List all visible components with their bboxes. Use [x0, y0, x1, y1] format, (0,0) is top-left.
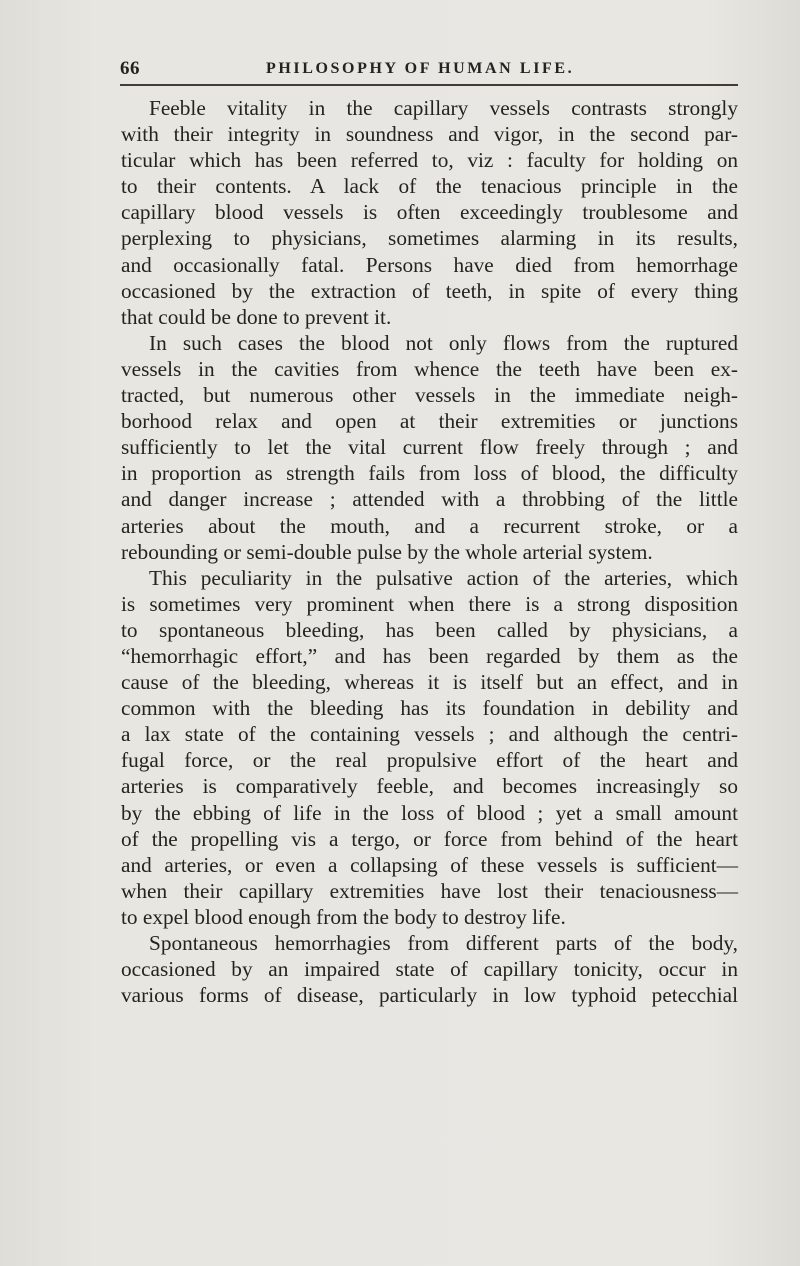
- text-line: vessels in the cavities from whence the teeth have been ex-: [121, 356, 738, 381]
- text-line: borhood relax and open at their extremities or junctions: [121, 409, 738, 434]
- text-line: capillary blood vessels is often exceedingly troublesome and: [121, 200, 738, 225]
- text-line: by the ebbing of life in the loss of blood ; yet a small amount: [121, 800, 738, 825]
- text-line: tracted, but numerous other vessels in the immediate neigh-: [121, 383, 738, 408]
- text-line: and arteries, or even a collapsing of these vessels is sufficient—: [121, 852, 738, 877]
- text-line: In such cases the blood not only flows from the ruptured: [149, 330, 738, 355]
- text-line: arteries is comparatively feeble, and becomes increasingly so: [121, 774, 738, 799]
- text-line: various forms of disease, particularly in low typhoid petecchial: [121, 983, 738, 1008]
- text-line: rebounding or semi-double pulse by the whole arterial system.: [121, 539, 653, 564]
- text-line: to their contents. A lack of the tenacious principle in the: [121, 174, 738, 199]
- text-line: perplexing to physicians, sometimes alarming in its results,: [121, 226, 738, 251]
- text-line: ticular which has been referred to, viz : faculty for holding on: [121, 148, 738, 173]
- paragraph-2: [121, 330, 738, 565]
- body-text: [121, 95, 738, 1008]
- text-line: with their integrity in soundness and vigor, in the second par-: [121, 122, 738, 147]
- text-line: arteries about the mouth, and a recurrent stroke, or a: [121, 513, 738, 538]
- text-line: Spontaneous hemorrhagies from different parts of the body,: [149, 931, 738, 955]
- text-line: to spontaneous bleeding, has been called by physicians, a: [121, 617, 738, 642]
- text-line: fugal force, or the real propulsive effort of the heart and: [121, 748, 738, 773]
- text-line: to expel blood enough from the body to destroy life.: [121, 904, 566, 929]
- text-line: common with the bleeding has its foundation in debility and: [121, 696, 738, 721]
- running-title: PHILOSOPHY OF HUMAN LIFE.: [266, 60, 575, 77]
- text-line: This peculiarity in the pulsative action of the arteries, which: [149, 565, 738, 590]
- paragraph-1: [121, 95, 738, 330]
- text-line: and danger increase ; attended with a throbbing of the little: [121, 487, 738, 512]
- text-line: a lax state of the containing vessels ; and although the centri-: [121, 722, 738, 747]
- text-line: cause of the bleeding, whereas it is itself but an effect, and in: [121, 670, 738, 695]
- text-line: “hemorrhagic effort,” and has been regarded by them as the: [121, 643, 738, 668]
- paragraph-3: [121, 565, 738, 930]
- header-rule: [120, 84, 738, 86]
- text-line: occasioned by an impaired state of capillary tonicity, occur in: [121, 957, 738, 982]
- text-line: when their capillary extremities have lost their tenaciousness—: [121, 878, 738, 903]
- text-line: occasioned by the extraction of teeth, in spite of every thing: [121, 278, 738, 303]
- text-line: is sometimes very prominent when there is a strong disposition: [121, 591, 738, 616]
- running-head: [120, 58, 740, 84]
- text-line: Feeble vitality in the capillary vessels contrasts strongly: [149, 96, 738, 120]
- text-line: sufficiently to let the vital current flow freely through ; and: [121, 435, 738, 460]
- text-line: that could be done to prevent it.: [121, 304, 392, 329]
- paragraph-4: [121, 930, 738, 1008]
- text-line: in proportion as strength fails from loss of blood, the difficulty: [121, 461, 738, 486]
- text-line: of the propelling vis a tergo, or force from behind of the heart: [121, 826, 738, 851]
- text-line: and occasionally fatal. Persons have died from hemorrhage: [121, 252, 738, 277]
- page-number: 66: [120, 58, 140, 79]
